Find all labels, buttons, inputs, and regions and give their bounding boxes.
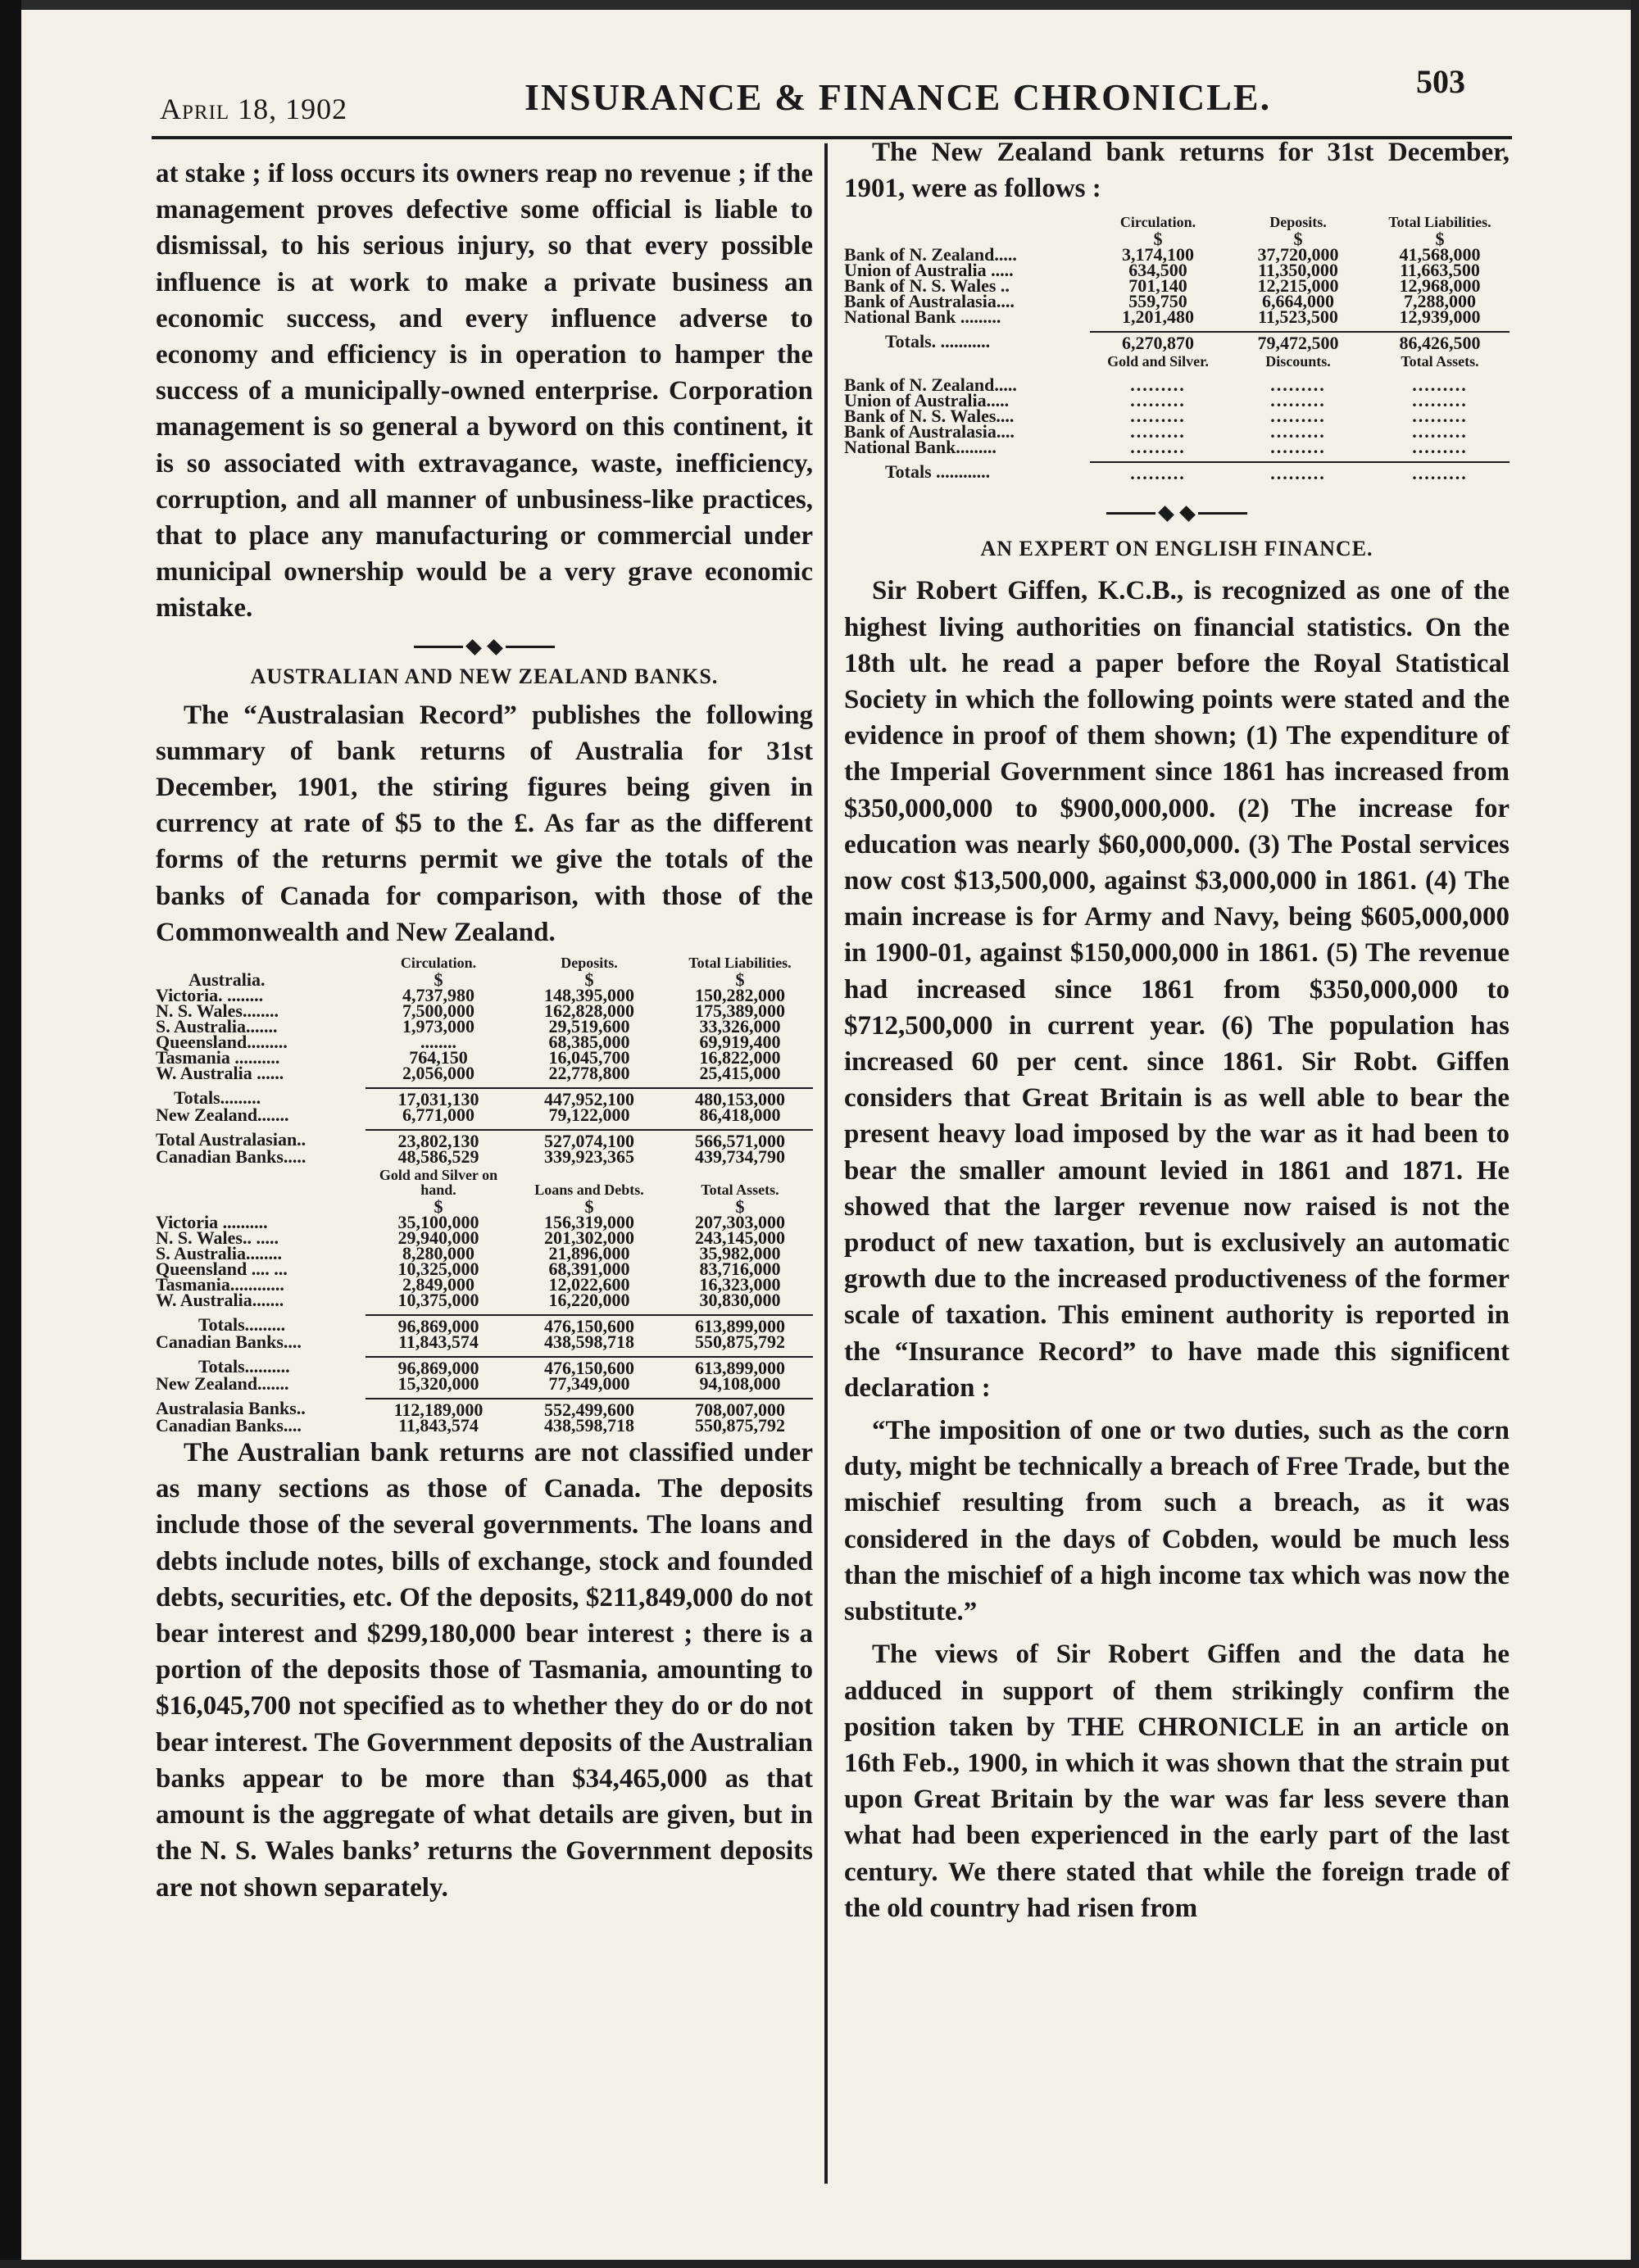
cell: ......... xyxy=(1130,421,1186,442)
page-bottom-edge xyxy=(0,2260,1639,2268)
column-header: Circulation. xyxy=(400,955,477,972)
australian-liabilities-table xyxy=(156,955,813,1168)
cell: 438,598,718 xyxy=(544,1415,634,1436)
table-rows xyxy=(156,985,813,1084)
cell: 79,122,000 xyxy=(548,1105,630,1126)
cell: 150,282,000 xyxy=(695,985,785,1006)
row-label: National Bank......... xyxy=(844,437,997,458)
table-row xyxy=(156,1292,813,1308)
table-header-row xyxy=(844,354,1510,370)
cell: 11,663,500 xyxy=(1400,260,1480,281)
row-label: Queensland......... xyxy=(156,1032,288,1053)
row-label: Canadian Banks..... xyxy=(156,1146,306,1168)
column-header: Total Assets. xyxy=(701,1182,779,1199)
row-label: Victoria .......... xyxy=(156,1212,268,1233)
cell: 1,973,000 xyxy=(402,1016,474,1037)
nz-liabilities-table xyxy=(844,214,1510,354)
cell: 12,215,000 xyxy=(1257,275,1339,297)
table-row xyxy=(844,439,1510,455)
row-label: Totals......... xyxy=(198,1314,286,1336)
column-header: Circulation. xyxy=(1119,214,1196,231)
row-label: Tasmania............ xyxy=(156,1274,284,1295)
cell: ......... xyxy=(1226,462,1370,481)
cell: 3,174,100 xyxy=(1122,244,1194,265)
group-label: Australia. xyxy=(188,969,266,991)
cell: 37,720,000 xyxy=(1257,244,1339,265)
column-divider xyxy=(824,143,828,2184)
currency-symbol: $ xyxy=(735,969,745,991)
cell: 86,418,000 xyxy=(699,1105,781,1126)
cell: ......... xyxy=(1270,390,1326,411)
column-header: Deposits. xyxy=(1269,214,1327,231)
canadian-banks-row xyxy=(156,1149,813,1164)
cell: 148,395,000 xyxy=(544,985,634,1006)
canadian-banks-row xyxy=(156,1418,813,1433)
row-label: N. S. Wales........ xyxy=(156,1000,279,1022)
section-heading-australian-banks: AUSTRALIAN AND NEW ZEALAND BANKS. xyxy=(250,664,719,688)
cell: 30,830,000 xyxy=(699,1290,781,1311)
cell: 22,778,800 xyxy=(548,1063,630,1084)
row-label: Bank of N. S. Wales .. xyxy=(844,275,1010,297)
cell: 41,568,000 xyxy=(1399,244,1481,265)
cell: 15,320,000 xyxy=(397,1373,479,1395)
cell: ......... xyxy=(1412,421,1468,442)
header-title: INSURANCE & FINANCE CHRONICLE. xyxy=(524,76,1272,118)
australian-assets-table xyxy=(156,1167,813,1436)
cell: 69,919,400 xyxy=(699,1032,781,1053)
cell: 550,875,792 xyxy=(695,1331,785,1353)
cell: 29,519,600 xyxy=(548,1016,630,1037)
row-label: S. Australia....... xyxy=(156,1016,278,1037)
cell: 86,426,500 xyxy=(1370,332,1510,351)
row-label: W. Australia ...... xyxy=(156,1063,284,1084)
cell: 12,022,600 xyxy=(548,1274,630,1295)
cell: 480,153,000 xyxy=(667,1088,813,1107)
cell: 23,802,130 xyxy=(365,1130,511,1149)
cell: 6,771,000 xyxy=(402,1105,474,1126)
row-label: Tasmania .......... xyxy=(156,1047,280,1068)
row-label: Canadian Banks.... xyxy=(156,1415,302,1436)
table-rows xyxy=(844,244,1510,328)
cell: 613,899,000 xyxy=(667,1357,813,1376)
cell: 83,716,000 xyxy=(699,1259,781,1280)
intro-paragraph: at stake ; if loss occurs its owners reap no revenue ; if the management proves defective some official is liable to dismissal, to his serious injury, so that every possible influence is at work to make a private business an economic success, and every influence adverse to economy and efficiency is in operation to hamper the success of a municipally-owned enterprise. Corporation management is so general a byword on this continent, it is so associated with extravagance, waste, inefficiency, corruption, and all manner of unbusiness-like practices, that to place any manufacturing or commercial under municipal ownership would be a very grave economic mistake. xyxy=(156,159,813,624)
table-row xyxy=(156,1376,813,1391)
cell: 439,734,790 xyxy=(695,1146,785,1168)
cell: ......... xyxy=(1130,406,1186,427)
cell: 21,896,000 xyxy=(548,1243,630,1264)
cell: 35,982,000 xyxy=(699,1243,781,1264)
cell: 1,201,480 xyxy=(1122,306,1194,328)
cell: 96,869,000 xyxy=(365,1357,511,1376)
cell: 2,849,000 xyxy=(402,1274,474,1295)
cell: 77,349,000 xyxy=(548,1373,630,1395)
column-header: Deposits. xyxy=(561,955,618,972)
cell: 10,325,000 xyxy=(397,1259,479,1280)
nz-assets-table xyxy=(844,353,1510,484)
giffen-quote: “The imposition of one or two duties, such as the corn duty, might be technically a breach of Free Trade, but the mischief resulting from such a breach, as it was considered in the days of Cobden, would be much less than the mischief of a high income tax which was now the substitute.” xyxy=(844,1416,1510,1627)
cell: 447,952,100 xyxy=(511,1088,667,1107)
cell: 476,150,600 xyxy=(511,1315,667,1334)
cell: 552,499,600 xyxy=(511,1399,667,1418)
totals-row xyxy=(844,462,1510,481)
cell: 201,302,000 xyxy=(544,1227,634,1249)
table-row xyxy=(844,309,1510,324)
cell: ......... xyxy=(1370,462,1510,481)
row-label: Bank of N. S. Wales.... xyxy=(844,406,1015,427)
row-label: Totals. ........... xyxy=(885,331,991,352)
cell: 634,500 xyxy=(1128,260,1187,281)
cell: 550,875,792 xyxy=(695,1415,785,1436)
column-header: Gold and Silver on hand. xyxy=(379,1167,498,1199)
row-label: Victoria. ........ xyxy=(156,985,264,1006)
canadian-banks-row xyxy=(156,1334,813,1349)
currency-symbol: $ xyxy=(1435,229,1445,250)
cell: 96,869,000 xyxy=(365,1315,511,1334)
table-row xyxy=(156,1065,813,1081)
row-label: New Zealand....... xyxy=(156,1105,289,1126)
page-left-edge xyxy=(0,0,21,2268)
cell: ......... xyxy=(1412,437,1468,458)
row-label: W. Australia....... xyxy=(156,1290,284,1311)
row-label: Totals ............ xyxy=(885,461,991,483)
section-ornament xyxy=(844,497,1510,528)
cell: 243,145,000 xyxy=(695,1227,785,1249)
cell: 701,140 xyxy=(1128,275,1187,297)
cell: 7,500,000 xyxy=(402,1000,474,1022)
cell: ......... xyxy=(1130,437,1186,458)
totals-row xyxy=(844,332,1510,351)
currency-symbol: $ xyxy=(434,1196,443,1218)
cell: ......... xyxy=(1412,374,1468,396)
cell: 175,389,000 xyxy=(695,1000,785,1022)
table-rows xyxy=(156,1212,813,1311)
table-header-row xyxy=(156,1168,813,1199)
row-label: Totals......... xyxy=(174,1087,261,1109)
cell: 16,045,700 xyxy=(548,1047,630,1068)
cell: 112,189,000 xyxy=(365,1399,511,1418)
row-label: National Bank ......... xyxy=(844,306,1001,328)
cell: 35,100,000 xyxy=(397,1212,479,1233)
cell: ......... xyxy=(1270,374,1326,396)
row-label: Queensland .... ... xyxy=(156,1259,288,1280)
cell: 16,220,000 xyxy=(548,1290,630,1311)
currency-symbol: $ xyxy=(434,969,443,991)
cell: 4,737,980 xyxy=(402,985,474,1006)
cell: 527,074,100 xyxy=(511,1130,667,1149)
cell: 11,843,574 xyxy=(398,1331,479,1353)
cell: 11,523,500 xyxy=(1258,306,1338,328)
row-label: Canadian Banks.... xyxy=(156,1331,302,1353)
column-header: Total Liabilities. xyxy=(688,955,792,972)
cell: 613,899,000 xyxy=(667,1315,813,1334)
cell: 11,350,000 xyxy=(1258,260,1338,281)
cell: 438,598,718 xyxy=(544,1331,634,1353)
page-top-edge xyxy=(0,0,1639,10)
cell: 17,031,130 xyxy=(365,1088,511,1107)
currency-symbol: $ xyxy=(1153,229,1163,250)
cell: 16,323,000 xyxy=(699,1274,781,1295)
column-header: Total Liabilities. xyxy=(1388,214,1491,231)
left-column xyxy=(156,156,813,1906)
cell: 11,843,574 xyxy=(398,1415,479,1436)
cell: 25,415,000 xyxy=(699,1063,781,1084)
page-right-edge xyxy=(1631,0,1639,2268)
cell: 559,750 xyxy=(1128,291,1187,312)
section-ornament xyxy=(156,632,813,663)
cell: 207,303,000 xyxy=(695,1212,785,1233)
row-label: Bank of N. Zealand..... xyxy=(844,374,1017,396)
closing-paragraph: The Australian bank returns are not classified under as many sections as those of Canada. The deposits include those of the several governments. The loans and debts include notes, bills of exchange, stock and founded debts, securities, etc. Of the deposits, $211,849,000 do not bear interest and $299,180,000 bear interest ; there is a portion of the deposits those of Tasmania, amounting to $16,045,700 not specified as to whether they do or do not bear interest. The Government deposits of the Australian banks appear to be more than $34,465,000 as that amount is the aggregate of what details are given, but in the N. S. Wales banks’ returns the Government deposits are not shown separately. xyxy=(156,1438,813,1903)
row-label: Union of Australia ..... xyxy=(844,260,1014,281)
cell: 79,472,500 xyxy=(1226,332,1370,351)
cell: 162,828,000 xyxy=(544,1000,634,1022)
row-label: N. S. Wales.. ..... xyxy=(156,1227,279,1249)
cell: 8,280,000 xyxy=(402,1243,474,1264)
currency-symbol: $ xyxy=(1293,229,1303,250)
cell: 156,319,000 xyxy=(544,1212,634,1233)
chronicle-paragraph: The views of Sir Robert Giffen and the data he adduced in support of them strikingly confirm the position taken by THE CHRONICLE in an article on 16th Feb., 1900, in which it was shown that the strain put upon Great Britain by the war was far less severe than what had been experienced in the early part of the last century. We there stated that while the foreign trade of the old country had risen from xyxy=(844,1640,1510,1923)
cell: 6,270,870 xyxy=(1090,332,1226,351)
cell: ......... xyxy=(1090,462,1226,481)
header-date: April 18, 1902 xyxy=(160,93,348,125)
row-label: Bank of N. Zealand..... xyxy=(844,244,1017,265)
giffen-paragraph: Sir Robert Giffen, K.C.B., is recognized as one of the highest living authorities on financial statistics. On the 18th ult. he read a paper before the Royal Statistical Society in which the following points were stated and the evidence in proof of them shown; (1) The expenditure of the Imperial Government since 1861 has increased from $350,000,000 to $900,000,000. (2) The increase for education was nearly $60,000,000. (3) The Postal services now cost $13,500,000, against $3,000,000 in 1861. (4) The main increase is for Army and Navy, being $605,000,000 in 1900-01, against $150,000,000 in 1861. (5) The revenue had increased since 1861 from $350,000,000 to $712,500,000 in current year. (6) The population has increased 60 per cent. since 1861. Sir Robt. Giffen considers that Great Britain is as well able to bear the present heavy load imposed by the war as it had been to bear the smaller amount levied in 1861 and 1871. He showed that the larger revenue now raised is not the product of new taxation, but is exclusively an automatic growth due to the increased productiveness of the former scale of taxation. This eminent authority is reported in the “Insurance Record” to have made this significent declaration : xyxy=(844,576,1510,1403)
column-header: Discounts. xyxy=(1265,353,1331,370)
cell: 48,586,529 xyxy=(397,1146,479,1168)
right-column xyxy=(844,134,1510,1926)
cell: 16,822,000 xyxy=(699,1047,781,1068)
cell: ......... xyxy=(1270,437,1326,458)
column-header: Gold and Silver. xyxy=(1107,353,1209,370)
cell: ......... xyxy=(1130,390,1186,411)
cell: 2,056,000 xyxy=(402,1063,474,1084)
row-label: Union of Australia..... xyxy=(844,390,1010,411)
cell: 476,150,600 xyxy=(511,1357,667,1376)
cell: ......... xyxy=(1412,406,1468,427)
cell: ......... xyxy=(1270,421,1326,442)
cell: 566,571,000 xyxy=(667,1130,813,1149)
cell: 7,288,000 xyxy=(1404,291,1476,312)
row-label: Bank of Australasia.... xyxy=(844,421,1015,442)
cell: 764,150 xyxy=(409,1047,468,1068)
cell: ......... xyxy=(1130,374,1186,396)
row-label: S. Australia........ xyxy=(156,1243,283,1264)
cell: 33,326,000 xyxy=(699,1016,781,1037)
currency-symbol: $ xyxy=(584,1196,594,1218)
row-label: Bank of Australasia.... xyxy=(844,291,1015,312)
cell: 29,940,000 xyxy=(397,1227,479,1249)
cell: 12,939,000 xyxy=(1399,306,1481,328)
row-label: Totals.......... xyxy=(198,1356,290,1377)
cell: ......... xyxy=(1270,406,1326,427)
table-header-row xyxy=(844,215,1510,231)
cell: 10,375,000 xyxy=(397,1290,479,1311)
section-heading-english-finance: AN EXPERT ON ENGLISH FINANCE. xyxy=(980,537,1373,561)
nz-intro-paragraph: The New Zealand bank returns for 31st December, 1901, were as follows : xyxy=(844,138,1510,204)
table-rows xyxy=(844,374,1510,458)
cell: 6,664,000 xyxy=(1262,291,1334,312)
currency-symbol: $ xyxy=(584,969,594,991)
cell: 339,923,365 xyxy=(544,1146,634,1168)
row-label: Total Australasian.. xyxy=(156,1129,306,1150)
column-header: Loans and Debts. xyxy=(534,1182,644,1199)
cell: 708,007,000 xyxy=(667,1399,813,1418)
cell: 68,385,000 xyxy=(548,1032,630,1053)
row-label: Australasia Banks.. xyxy=(156,1398,306,1419)
table-row xyxy=(156,1107,813,1123)
australian-intro-paragraph: The “Australasian Record” publishes the following summary of bank returns of Australia for 31st December, 1901, the stiring figures being given in currency at rate of $5 to the £. As far as the different forms of the returns permit we give the totals of the banks of Canada for comparison, with those of the Commonwealth and New Zealand. xyxy=(156,700,813,947)
cell: ........ xyxy=(420,1032,456,1053)
cell: 12,968,000 xyxy=(1399,275,1481,297)
header-page-number: 503 xyxy=(1416,63,1465,100)
cell: 68,391,000 xyxy=(548,1259,630,1280)
cell: ......... xyxy=(1412,390,1468,411)
currency-symbol: $ xyxy=(735,1196,745,1218)
column-header: Total Assets. xyxy=(1401,353,1479,370)
cell: 94,108,000 xyxy=(699,1373,781,1395)
row-label: New Zealand....... xyxy=(156,1373,289,1395)
